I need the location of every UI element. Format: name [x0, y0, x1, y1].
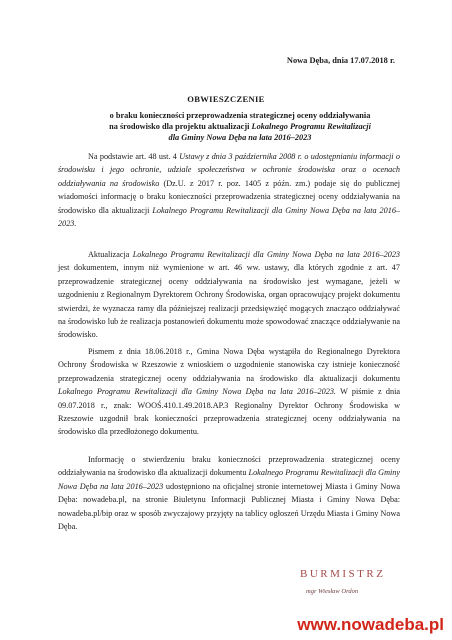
p2-text-1: Aktualizacja	[88, 250, 133, 259]
p3-program-title: Lokalnego Programu Rewitalizacji dla Gminy Nowa Dęba na lata 2016–2023.	[58, 387, 336, 397]
paragraph-legal-basis	[58, 150, 400, 230]
p3-text-1: Pismem z dnia 18.06.2018 r., Gmina Nowa Dęba wystąpiła do Regionalnego Dyrektora Ochrony Środowiska w Rzeszowie z wnioskiem o uzgodnienie stanowiska czy istnieje konieczność przeprowadzenia strategicznej oceny oddziaływania na środowisko dla aktualizacji dokumentu	[58, 347, 400, 383]
signature-title: BURMISTRZ	[300, 568, 386, 580]
p4-program-title: Lokalnego Programu Rewitalizacji dla Gminy Nowa Dęba na lata 2016–2023	[58, 468, 400, 491]
p1-act-title: Ustawy z dnia 3 października 2008 r. o udostępnianiu informacji o środowisku i jego ochronie, udziale społeczeństwa w ochronie środowiska oraz o ocenach oddziaływania na środowisko	[58, 152, 400, 188]
paragraph-rdos-consultation	[58, 345, 400, 439]
website-footer-link[interactable]: www.nowadeba.pl	[297, 615, 444, 634]
p4-text-3: udostępniono na oficjalnej stronie internetowej Miasta i Gminy Nowa Dęba: nowadeba.pl, na stronie Biuletynu Informacji Publicznej Miasta i Gminy Nowa Dęba: nowadeba.pl/bip oraz w sposób zwyczajowy przyjęty na tablicy ogłoszeń Urzędu Miasta i Gminy Nowa Dęba.	[58, 481, 400, 532]
document-title: OBWIESZCZENIE	[187, 94, 265, 104]
p2-program-title: Lokalnego Programu Rewitalizacji dla Gminy Nowa Dęba na lata 2016–2023	[132, 250, 401, 259]
subtitle-line-3-italic: dla Gminy Nowa Dęba na lata 2016–2023	[168, 133, 312, 142]
signature-handwritten: mgr Wiesław Ordon	[306, 588, 359, 595]
date-line: Nowa Dęba, dnia 17.07.2018 r.	[286, 56, 395, 65]
p3-text-3: W piśmie z dnia 09.07.2018 r., znak: WOOŚ.410.1.49.2018.AP.3 Regionalny Dyrektor Ochrony Środowiska w Rzeszowie uzgodnił brak konieczności przeprowadzenia strategicznej oceny oddziaływania na środowisko dla przedłożonego dokumentu.	[58, 387, 401, 437]
subtitle-line-3	[70, 132, 410, 143]
paragraph-publication	[58, 453, 400, 533]
p1-text-3: (Dz.U. z 2017 r. poz. 1405 z późn. zm.) podaje się do publicznej wiadomości informację o braku konieczności przeprowadzenia strategicznej oceny oddziaływania na środowisko dla aktualizacji	[58, 178, 400, 215]
mayor-signature	[296, 568, 416, 612]
p1-program-title: Lokalnego Programu Rewitalizacji dla Gminy Nowa Dęba na lata 2016–2023.	[58, 205, 401, 229]
subtitle-line-2	[70, 121, 410, 132]
document-subtitle	[70, 110, 410, 143]
paragraph-program-update	[58, 248, 400, 342]
p2-text-3: jest dokumentem, innym niż wymienione w art. 46 ww. ustawy, dla których zgodnie z art. 47 przeprowadzenie strategicznej oceny oddziaływania na środowisko jest wymagane, jeżeli w uzgodnieniu z Regionalnym Dyrektorem Ochrony Środowiska, organ opracowujący projekt dokumentu stwierdzi, że wyznacza ramy dla późniejszej realizacji przedsięwzięć mogących znacząco oddziaływać na środowisko lub że realizacja postanowień dokumentu może spowodować znaczące oddziaływanie na środowisko.	[58, 263, 400, 340]
subtitle-line-2-plain: na środowisko dla projektu aktualizacji	[109, 122, 252, 131]
p1-text-1: Na podstawie art. 48 ust. 4	[88, 152, 180, 161]
subtitle-line-2-italic: Lokalnego Programu Rewitalizacji	[251, 122, 371, 131]
subtitle-line-1: o braku konieczności przeprowadzenia strategicznej oceny oddziaływania	[109, 111, 371, 120]
p4-text-1: Informację o stwierdzeniu braku konieczności przeprowadzenia strategicznej oceny oddziaływania na środowisko dla aktualizacji dokumentu	[58, 455, 400, 478]
